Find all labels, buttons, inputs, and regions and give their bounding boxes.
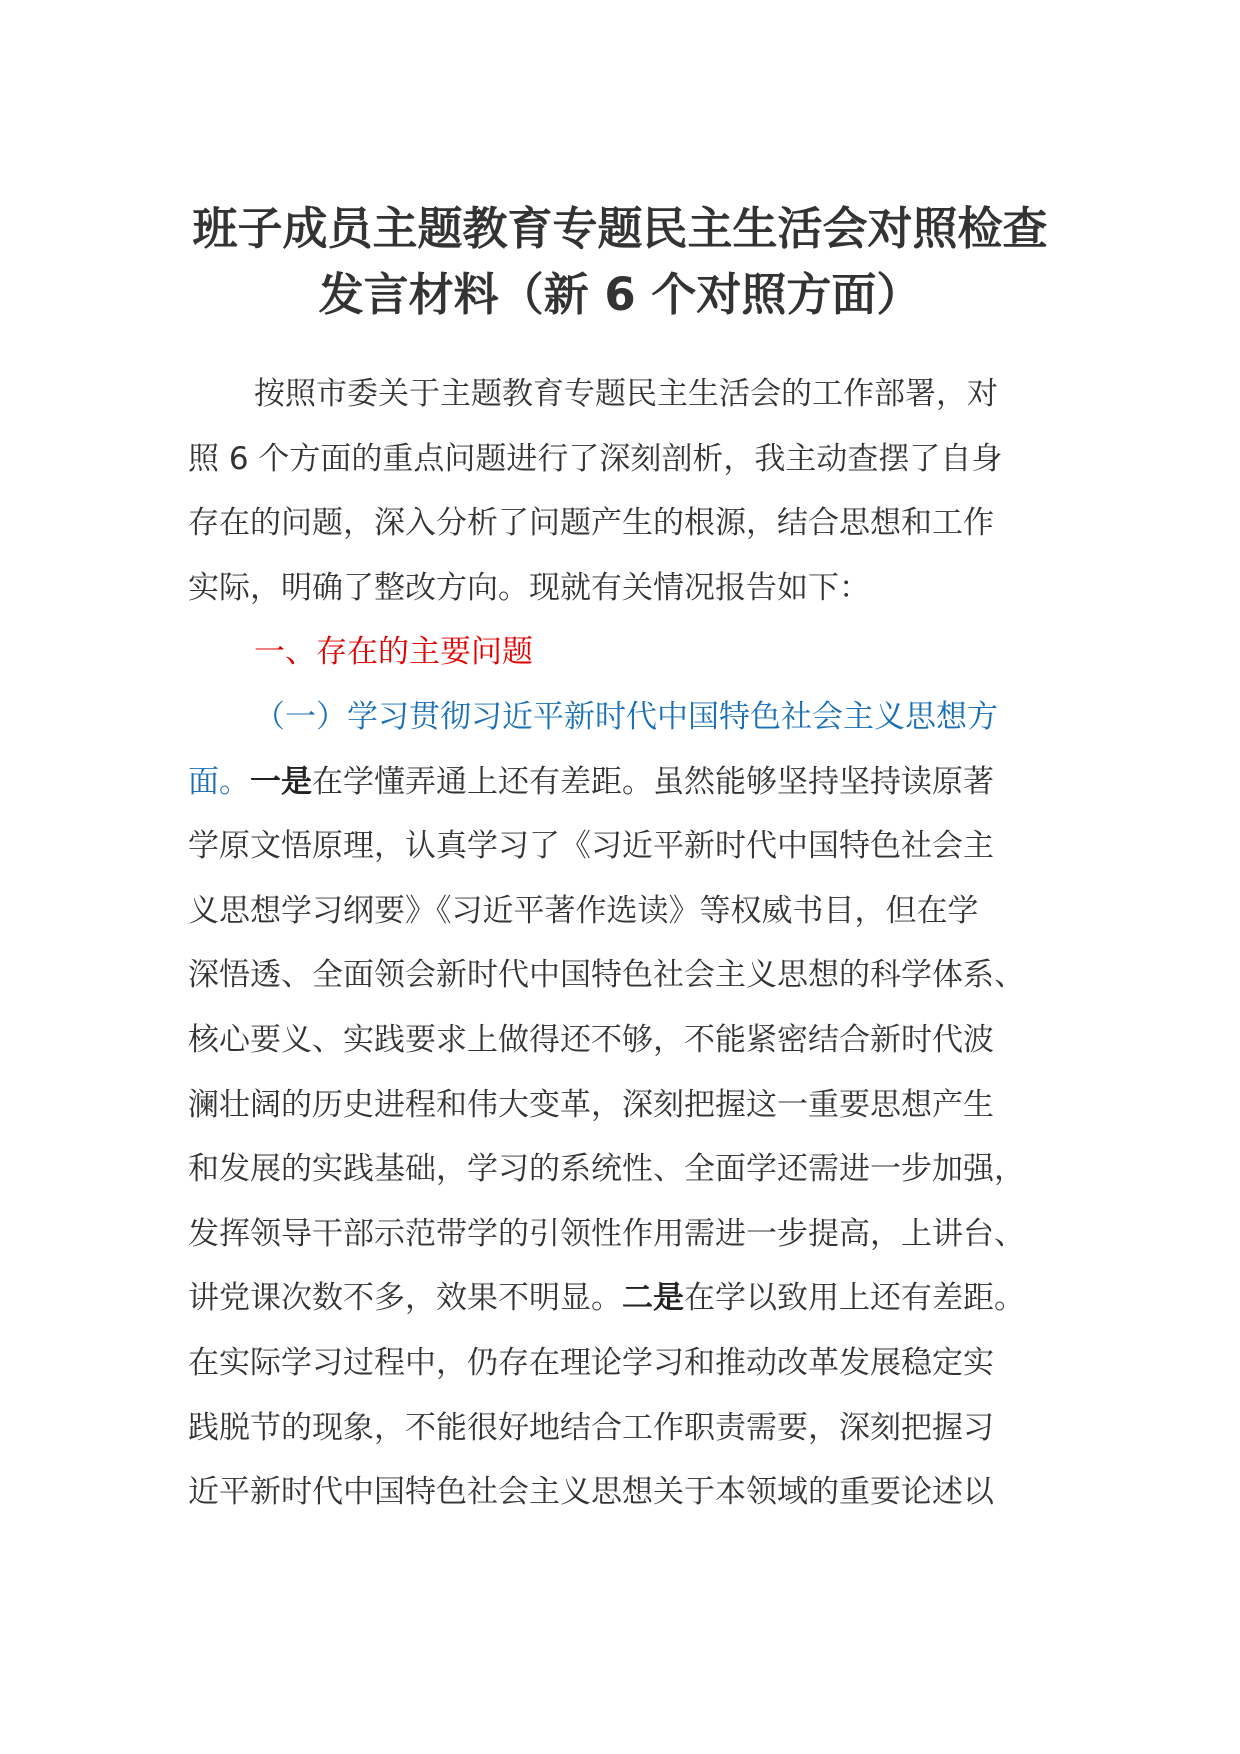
intro-line: 存在的问题，深入分析了问题产生的根源，结合思想和工作 bbox=[188, 505, 994, 542]
paragraph-line: 和发展的实践基础，学习的系统性、全面学还需进一步加强， bbox=[188, 1151, 1025, 1188]
paragraph-line bbox=[188, 1266, 1068, 1331]
intro-line: 实际，明确了整改方向。现就有关情况报告如下： bbox=[188, 569, 870, 606]
paragraph-line bbox=[188, 750, 1068, 815]
paragraph-line: 学原文悟原理，认真学习了《习近平新时代中国特色社会主 bbox=[188, 828, 994, 865]
document-body bbox=[188, 362, 1068, 1525]
paragraph-line: 澜壮阔的历史进程和伟大变革，深刻把握这一重要思想产生 bbox=[188, 1086, 994, 1123]
paragraph-line: 核心要义、实践要求上做得还不够，不能紧密结合新时代波 bbox=[188, 1021, 994, 1058]
paragraph-line: 践脱节的现象，不能很好地结合工作职责需要，深刻把握习 bbox=[188, 1409, 994, 1446]
subsection-heading-end: 面。 bbox=[188, 763, 250, 800]
paragraph-line: 义思想学习纲要》《习近平著作选读》等权威书目，但在学 bbox=[188, 892, 979, 929]
intro-line: 照 6 个方面的重点问题进行了深刻剖析，我主动查摆了自身 bbox=[188, 440, 1003, 477]
paragraph-line: 深悟透、全面领会新时代中国特色社会主义思想的科学体系、 bbox=[188, 957, 1025, 994]
intro-line: 按照市委关于主题教育专题民主生活会的工作部署，对 bbox=[254, 376, 998, 412]
paragraph-line: 近平新时代中国特色社会主义思想关于本领域的重要论述以 bbox=[188, 1474, 994, 1511]
section-heading: 一、存在的主要问题 bbox=[254, 634, 533, 671]
title-line-2: 发言材料（新 6 个对照方面） bbox=[318, 268, 922, 321]
paragraph-text: 讲党课次数不多，效果不明显。 bbox=[188, 1280, 622, 1317]
paragraph-line: 在实际学习过程中，仍存在理论学习和推动改革发展稳定实 bbox=[188, 1344, 994, 1381]
title-line-1: 班子成员主题教育专题民主生活会对照检查 bbox=[192, 202, 1048, 255]
point-label: 二是 bbox=[622, 1280, 684, 1317]
point-label: 一是 bbox=[250, 763, 312, 800]
paragraph-text: 在学懂弄通上还有差距。虽然能够坚持坚持读原著 bbox=[312, 763, 994, 800]
paragraph-line: 发挥领导干部示范带学的引领性作用需进一步提高，上讲台、 bbox=[188, 1215, 1025, 1252]
document-title bbox=[150, 196, 1090, 328]
subsection-heading: （一）学习贯彻习近平新时代中国特色社会主义思想方 bbox=[254, 698, 998, 735]
paragraph-text: 在学以致用上还有差距。 bbox=[684, 1280, 1025, 1317]
